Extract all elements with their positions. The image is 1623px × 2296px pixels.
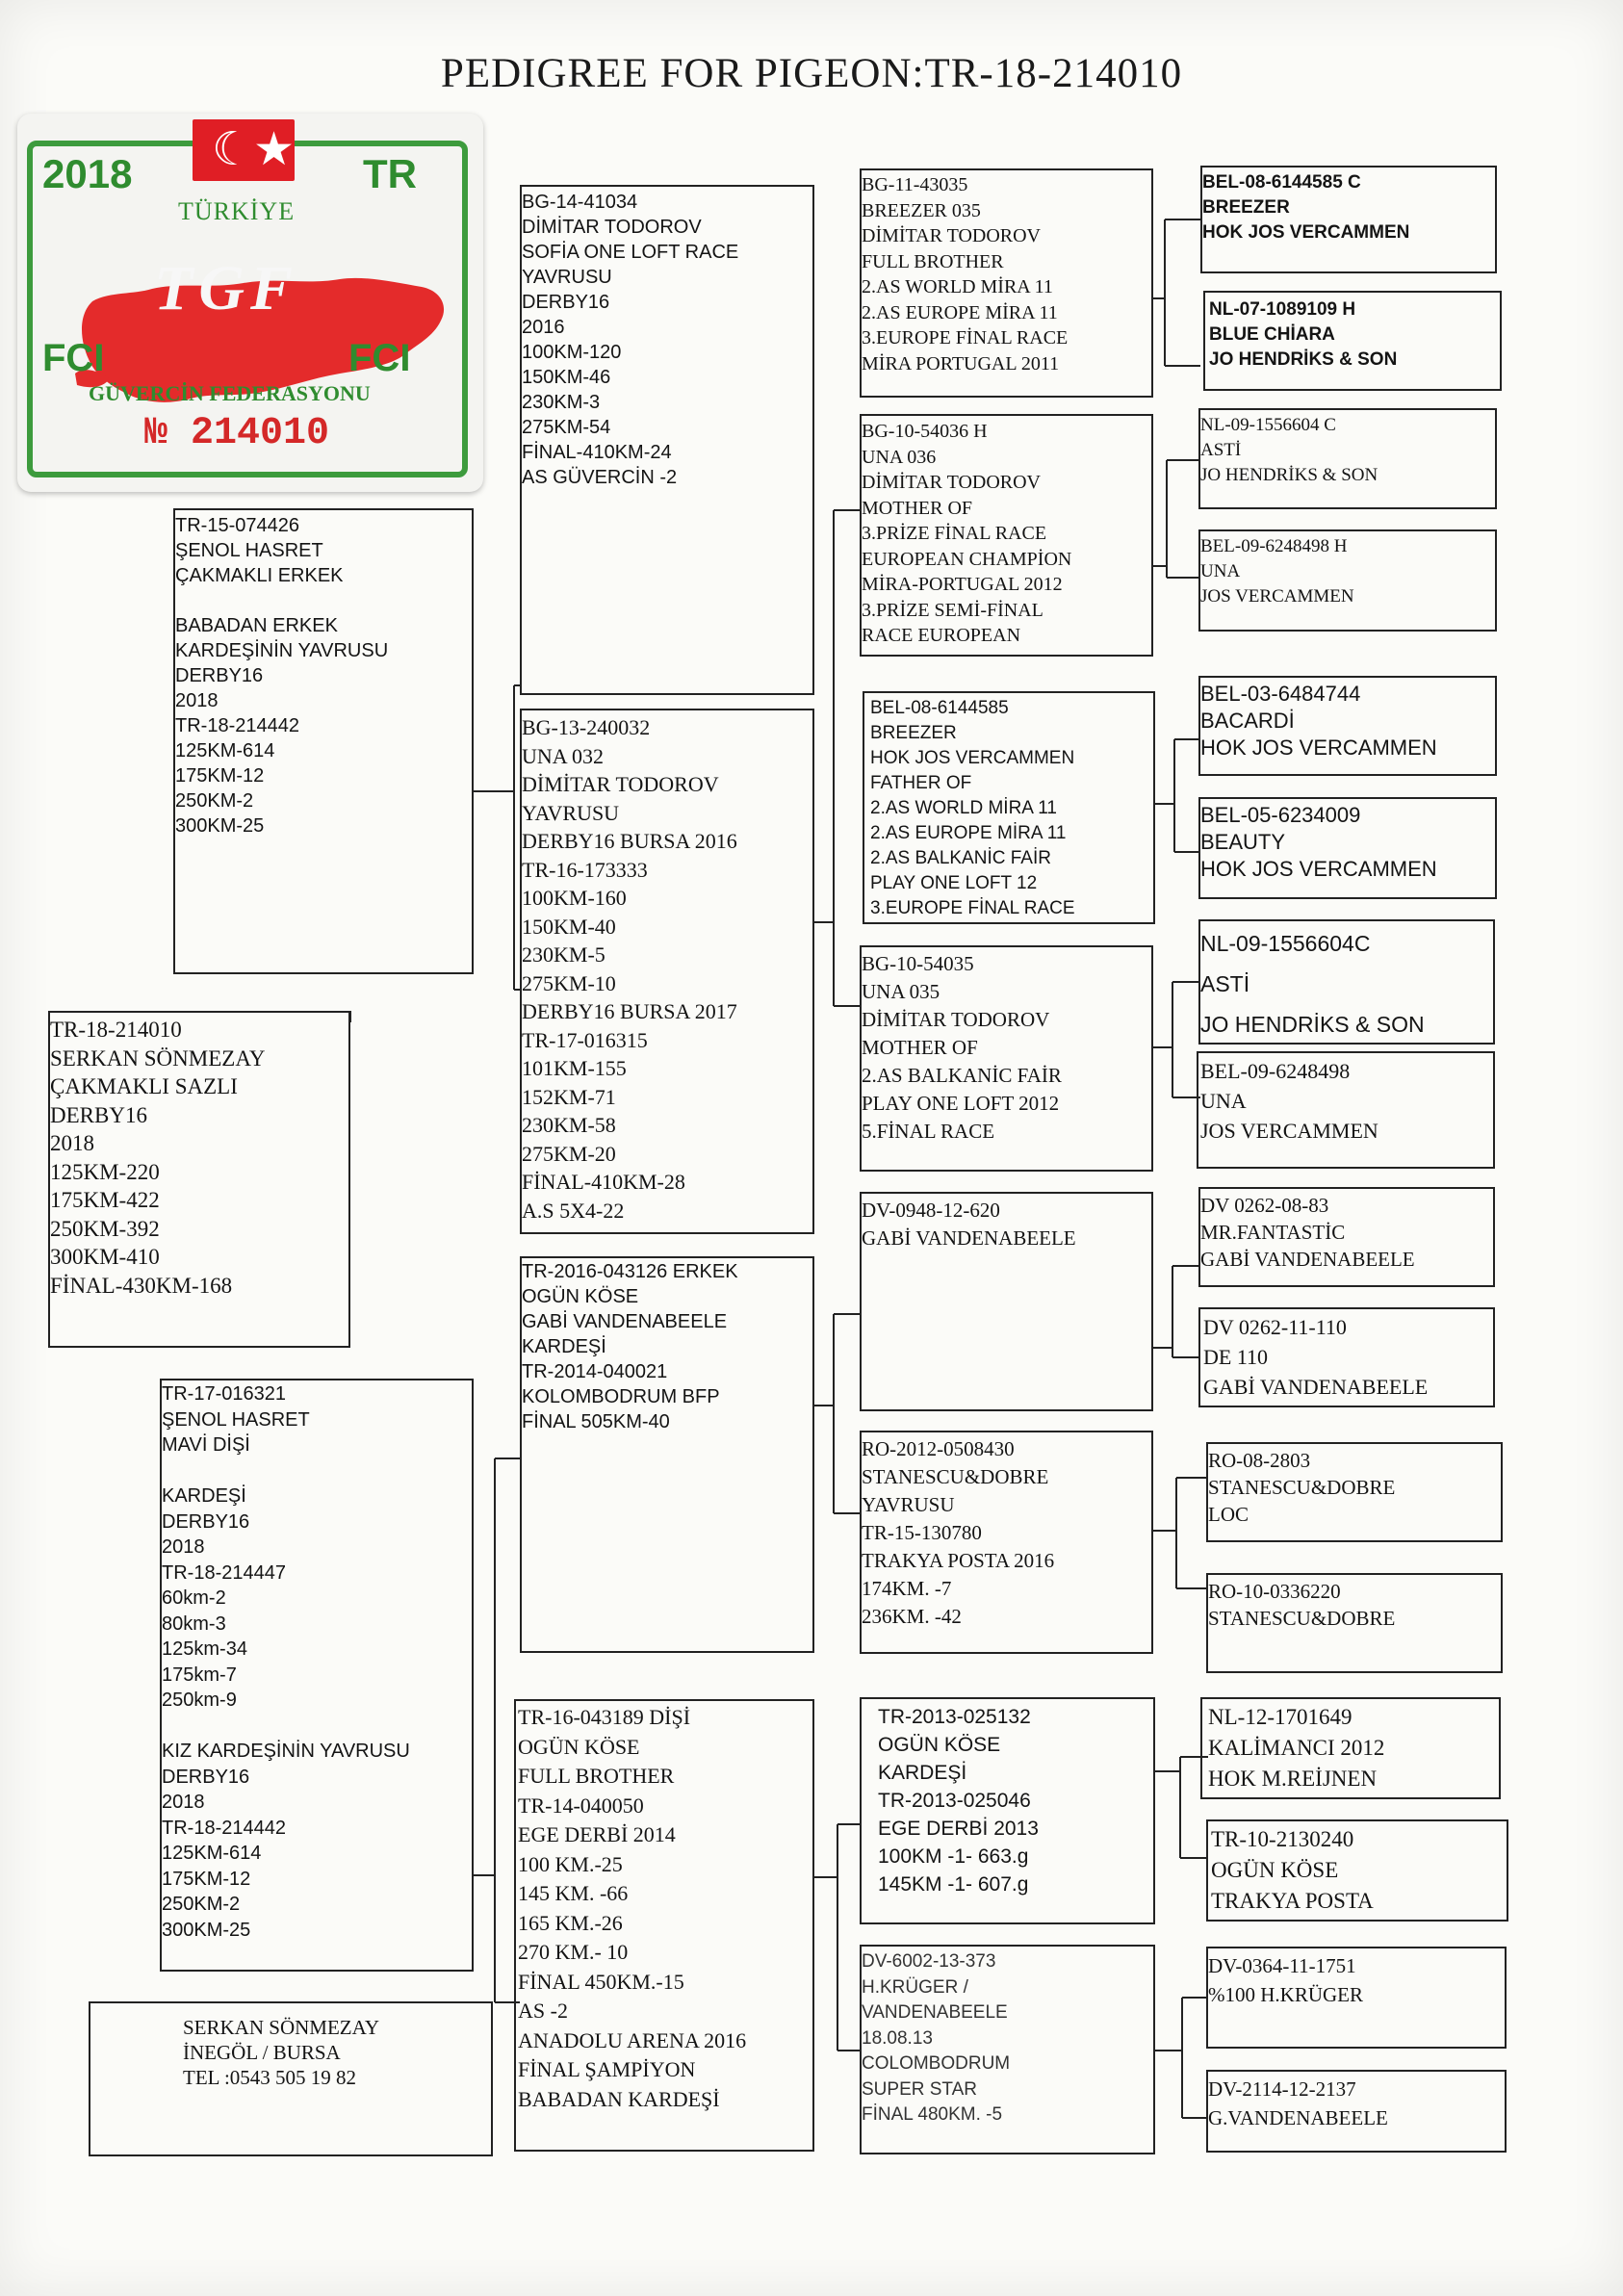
- pigeon-info-line: A.S 5X4-22: [522, 1198, 625, 1223]
- badge-year: 2018: [42, 151, 133, 196]
- pigeon-text-g14: [1209, 1821, 1374, 1917]
- pigeon-info-line: 275KM-20: [522, 1141, 616, 1166]
- pigeon-info-line: FİNAL-410KM-24: [522, 442, 672, 463]
- pigeon-text-owner: [181, 2012, 379, 2090]
- ring-number: BG-10-54036 H: [862, 421, 988, 442]
- ring-number: DV-2114-12-2137: [1208, 2077, 1356, 2101]
- badge-fci-right: FCI: [348, 337, 411, 379]
- pigeon-info-line: 145 KM. -66: [518, 1881, 629, 1905]
- pigeon-text-sire: [173, 510, 388, 838]
- pigeon-info-line: TR-2013-025046: [878, 1790, 1031, 1812]
- pigeon-info-line: HOK M.REİJNEN: [1208, 1767, 1378, 1791]
- pigeon-info-line: JOS VERCAMMEN: [1200, 1119, 1378, 1143]
- pigeon-text-ds: [520, 1256, 738, 1434]
- pigeon-info-line: HOK JOS VERCAMMEN: [1202, 222, 1410, 243]
- pigeon-info-line: ANADOLU ARENA 2016: [518, 2027, 747, 2052]
- pigeon-text-g7: [1198, 920, 1425, 1045]
- pigeon-info-line: DİMİTAR TODOROV: [862, 225, 1041, 246]
- pigeon-info-line: GABİ VANDENABEELE: [522, 1311, 728, 1332]
- pigeon-info-line: ASTİ: [1200, 440, 1242, 460]
- pigeon-info-line: 3.EUROPE FİNAL RACE: [862, 327, 1069, 348]
- pigeon-info-line: ŞENOL HASRET: [162, 1408, 310, 1431]
- pigeon-info-line: 230KM-58: [522, 1113, 616, 1137]
- pigeon-info-line: DİMİTAR TODOROV: [862, 1008, 1050, 1031]
- pigeon-text-g5: [1198, 678, 1437, 761]
- pigeon-text-dds: [876, 1700, 1039, 1898]
- pigeon-info-line: BREEZER: [870, 723, 957, 743]
- pigeon-text-ss: [520, 187, 738, 490]
- ring-number: BEL-05-6234009: [1200, 803, 1361, 827]
- pigeon-info-line: 100KM -1- 663.g: [878, 1845, 1029, 1868]
- ring-number: DV-6002-13-373: [862, 1951, 996, 1972]
- pigeon-text-dam: [160, 1379, 410, 1943]
- pigeon-text-g16: [1206, 2072, 1388, 2132]
- pigeon-info-line: DERBY16: [162, 1510, 250, 1533]
- ring-number: BG-10-54035: [862, 952, 974, 975]
- ring-number: NL-12-1701649: [1208, 1705, 1352, 1729]
- pigeon-info-line: YAVRUSU: [862, 1493, 955, 1516]
- pigeon-info-line: 175KM-12: [162, 1868, 251, 1890]
- pigeon-info-line: DİMİTAR TODOROV: [522, 772, 719, 796]
- page-title: PEDIGREE FOR PIGEON:TR-18-214010: [440, 51, 1183, 96]
- pigeon-info-line: TR-15-130780: [862, 1521, 982, 1544]
- pigeon-info-line: SERKAN SÖNMEZAY: [50, 1045, 266, 1071]
- pigeon-info-line: 150KM-40: [522, 914, 616, 939]
- pigeon-info-line: TR-18-214442: [175, 715, 299, 736]
- pigeon-info-line: UNA 036: [862, 446, 937, 468]
- pigeon-info-line: PLAY ONE LOFT 2012: [862, 1092, 1060, 1115]
- pigeon-info-line: ŞENOL HASRET: [175, 540, 323, 561]
- pigeon-info-line: 18.08.13: [862, 2027, 933, 2049]
- pigeon-info-line: 2.AS EUROPE MİRA 11: [870, 823, 1067, 843]
- pigeon-info-line: 101KM-155: [522, 1056, 627, 1080]
- pigeon-info-line: YAVRUSU: [522, 800, 620, 825]
- pigeon-info-line: 2016: [522, 317, 565, 338]
- pigeon-info-line: 2018: [175, 690, 219, 711]
- pigeon-info-line: 2.AS BALKANİC FAİR: [862, 1064, 1062, 1087]
- pigeon-info-line: TR-2014-040021: [522, 1361, 668, 1382]
- pigeon-text-g3: [1198, 410, 1378, 488]
- pigeon-info-line: KOLOMBODRUM BFP: [522, 1386, 720, 1407]
- pigeon-info-line: TR-16-173333: [522, 857, 648, 882]
- pigeon-text-g2: [1207, 295, 1397, 373]
- pigeon-info-line: DERBY16: [50, 1102, 147, 1127]
- pigeon-info-line: 250KM-2: [175, 790, 254, 812]
- pigeon-info-line: HOK JOS VERCAMMEN: [1200, 735, 1437, 760]
- pigeon-info-line: OGÜN KÖSE: [522, 1286, 639, 1307]
- ring-number: TR-18-214010: [50, 1018, 182, 1042]
- pigeon-info-line: PLAY ONE LOFT 12: [870, 873, 1038, 893]
- ring-number: DV-0364-11-1751: [1208, 1954, 1356, 1977]
- pigeon-info-line: STANESCU&DOBRE: [1208, 1476, 1396, 1499]
- pigeon-info-line: 165 KM.-26: [518, 1910, 623, 1935]
- pigeon-info-line: 270 KM.- 10: [518, 1940, 629, 1964]
- pigeon-text-g12: [1206, 1575, 1395, 1632]
- pigeon-info-line: 2018: [50, 1131, 94, 1155]
- ring-number: TR-10-2130240: [1211, 1827, 1354, 1851]
- pigeon-info-line: KARDEŞİ: [522, 1336, 606, 1357]
- ring-number: BEL-08-6144585: [870, 698, 1009, 718]
- ring-number: RO-10-0336220: [1208, 1580, 1341, 1603]
- ring-number: TR-16-043189 DİŞİ: [518, 1705, 691, 1729]
- pigeon-info-line: [162, 1714, 410, 1740]
- pigeon-info-line: BACARDİ: [1200, 709, 1295, 733]
- pigeon-info-line: ASTİ: [1200, 971, 1250, 996]
- pigeon-info-line: 175KM-12: [175, 765, 265, 787]
- ring-number: DV-0948-12-620: [862, 1199, 1000, 1222]
- pigeon-info-line: 2.AS BALKANİC FAİR: [870, 848, 1051, 868]
- badge-country: TÜRKİYE: [178, 197, 296, 225]
- pigeon-info-line: ÇAKMAKLI ERKEK: [175, 565, 344, 586]
- ring-number: RO-2012-0508430: [862, 1437, 1015, 1460]
- ring-number: TR-2016-043126 ERKEK: [522, 1261, 738, 1282]
- pigeon-info-line: 250KM-392: [50, 1216, 160, 1241]
- pigeon-text-dd: [516, 1700, 746, 2114]
- ring-number: TR-2013-025132: [878, 1706, 1031, 1728]
- pigeon-info-line: 100KM-160: [522, 886, 627, 910]
- pigeon-text-sss: [860, 169, 1068, 376]
- ring-number: DV 0262-11-110: [1203, 1315, 1347, 1339]
- badge-federation: GÜVERCİN FEDERASYONU: [89, 381, 371, 405]
- pigeon-info-line: FİNAL 480KM. -5: [862, 2104, 1003, 2125]
- ring-number: RO-08-2803: [1208, 1449, 1311, 1472]
- pigeon-info-line: 2018: [162, 1792, 205, 1813]
- pigeon-info-line: ÇAKMAKLI SAZLI: [50, 1074, 238, 1098]
- pigeon-info-line: UNA 035: [862, 980, 940, 1003]
- pigeon-info-line: 2.AS WORLD MİRA 11: [870, 798, 1057, 818]
- pigeon-info-line: 60km-2: [162, 1587, 226, 1609]
- pigeon-info-line: FULL BROTHER: [518, 1764, 675, 1788]
- pigeon-info-line: 5.FİNAL RACE: [862, 1120, 995, 1143]
- pigeon-info-line: RACE EUROPEAN: [862, 625, 1021, 646]
- pigeon-info-line: GABİ VANDENABEELE: [862, 1226, 1076, 1250]
- pigeon-info-line: 175km-7: [162, 1664, 237, 1686]
- pigeon-info-line: 2.AS WORLD MİRA 11: [862, 276, 1053, 297]
- pigeon-info-line: KIZ KARDEŞİNİN YAVRUSU: [162, 1741, 410, 1762]
- pigeon-info-line: TR-18-214442: [162, 1817, 286, 1839]
- pigeon-info-line: DERBY16 BURSA 2017: [522, 999, 737, 1023]
- pigeon-text-ddd: [860, 1947, 1010, 2128]
- pigeon-info-line: AS -2: [518, 1999, 568, 2023]
- pigeon-info-line: KALİMANCI 2012: [1208, 1736, 1385, 1760]
- pigeon-info-line: 152KM-71: [522, 1084, 616, 1109]
- pigeon-info-line: HOK JOS VERCAMMEN: [870, 748, 1075, 768]
- pigeon-info-line: TR-18-214447: [162, 1561, 286, 1584]
- ring-number: BG-11-43035: [862, 174, 968, 195]
- pigeon-info-line: KARDEŞİ: [162, 1485, 246, 1507]
- pigeon-info-line: BABADAN KARDEŞİ: [518, 2086, 720, 2111]
- pigeon-info-line: MİRA-PORTUGAL 2012: [862, 574, 1063, 595]
- pigeon-info-line: OGÜN KÖSE: [878, 1734, 1001, 1756]
- pigeon-info-line: 230KM-3: [522, 392, 601, 413]
- badge-fci-left: FCI: [42, 337, 105, 379]
- pigeon-text-g1: [1200, 168, 1409, 245]
- pigeon-info-line: 3.PRİZE FİNAL RACE: [862, 523, 1047, 544]
- pigeon-info-line: STANESCU&DOBRE: [1208, 1607, 1396, 1630]
- pigeon-info-line: FİNAL 505KM-40: [522, 1411, 670, 1432]
- pigeon-info-line: DERBY16: [522, 292, 610, 313]
- pigeon-info-line: DE 110: [1203, 1345, 1269, 1369]
- pigeon-info-line: DERBY16 BURSA 2016: [522, 829, 737, 853]
- pigeon-info-line: 230KM-5: [522, 942, 605, 967]
- pigeon-info-line: GABİ VANDENABEELE: [1200, 1248, 1415, 1271]
- pigeon-info-line: YAVRUSU: [522, 267, 612, 288]
- pigeon-info-line: 275KM-10: [522, 970, 616, 995]
- pigeon-info-line: FİNAL-430KM-168: [50, 1273, 233, 1298]
- pigeon-info-line: 2018: [162, 1536, 205, 1558]
- pigeon-info-line: BREEZER 035: [862, 199, 981, 221]
- pigeon-text-main: [48, 1013, 265, 1300]
- pigeon-info-line: 150KM-46: [522, 367, 611, 388]
- pigeon-text-g4: [1198, 531, 1354, 609]
- pigeon-info-line: VANDENABEELE: [862, 2002, 1008, 2023]
- ring-number: DV 0262-08-83: [1200, 1194, 1329, 1217]
- pigeon-info-line: UNA: [1200, 561, 1241, 581]
- pigeon-info-line: MOTHER OF: [862, 497, 973, 519]
- pigeon-info-line: FİNAL 450KM.-15: [518, 1969, 684, 1994]
- pigeon-text-ssd: [860, 416, 1071, 649]
- ring-number: BEL-09-6248498: [1200, 1059, 1351, 1083]
- pigeon-info-line: 300KM-410: [50, 1245, 160, 1269]
- pigeon-info-line: 250KM-2: [162, 1894, 241, 1915]
- pigeon-info-line: FİNAL-410KM-28: [522, 1170, 685, 1194]
- pigeon-info-line: 3.PRİZE SEMİ-FİNAL: [862, 599, 1043, 621]
- ring-number: NL-09-1556604C: [1200, 931, 1371, 956]
- pigeon-info-line: SUPER STAR: [862, 2078, 978, 2100]
- badge-country-code: TR: [363, 151, 417, 196]
- pigeon-info-line: [162, 1458, 410, 1484]
- pigeon-info-line: FATHER OF: [870, 773, 972, 793]
- pigeon-text-g9: [1198, 1189, 1415, 1273]
- pigeon-info-line: FULL BROTHER: [862, 250, 1004, 272]
- badge-number: № 214010: [144, 412, 330, 455]
- pigeon-info-line: UNA: [1200, 1089, 1247, 1113]
- pigeon-info-line: 174KM. -7: [862, 1577, 952, 1600]
- pigeon-info-line: MAVİ DİŞİ: [162, 1434, 250, 1456]
- pigeon-text-g13: [1206, 1699, 1384, 1794]
- ring-number: TR-17-016321: [162, 1383, 286, 1405]
- pigeon-info-line: JOS VERCAMMEN: [1200, 586, 1354, 606]
- pigeon-text-dsd: [860, 1432, 1054, 1631]
- pigeon-info-line: 80km-3: [162, 1612, 226, 1635]
- pigeon-info-line: 3.EUROPE FİNAL RACE: [870, 898, 1075, 918]
- pigeon-info-line: 300KM-25: [175, 815, 265, 837]
- pigeon-info-line: DERBY16: [162, 1766, 250, 1788]
- ring-number: NL-07-1089109 H: [1209, 299, 1356, 320]
- pigeon-info-line: JO HENDRİKS & SON: [1200, 465, 1378, 485]
- pigeon-info-line: 125km-34: [162, 1638, 247, 1660]
- pigeon-info-line: EUROPEAN CHAMPİON: [862, 548, 1072, 570]
- pigeon-text-g8: [1198, 1053, 1378, 1146]
- pigeon-info-line: %100 H.KRÜGER: [1208, 1983, 1363, 2006]
- pigeon-info-line: COLOMBODRUM: [862, 2053, 1011, 2074]
- pigeon-info-line: GABİ VANDENABEELE: [1203, 1375, 1429, 1399]
- pigeon-text-sdd: [860, 947, 1062, 1146]
- pigeon-info-line: BABADAN ERKEK: [175, 615, 338, 636]
- pigeon-info-line: 125KM-614: [162, 1843, 262, 1864]
- pigeon-text-sd: [520, 710, 737, 1225]
- pigeon-info-line: OGÜN KÖSE: [1211, 1858, 1339, 1882]
- pigeon-info-line: LOC: [1208, 1503, 1249, 1526]
- pigeon-info-line: EGE DERBİ 2014: [518, 1822, 676, 1846]
- pigeon-info-line: İNEGÖL / BURSA: [183, 2041, 341, 2064]
- pigeon-info-line: MOTHER OF: [862, 1036, 978, 1059]
- pigeon-info-line: MR.FANTASTİC: [1200, 1221, 1346, 1244]
- ring-number: NL-09-1556604 C: [1200, 415, 1336, 435]
- pigeon-info-line: TRAKYA POSTA: [1211, 1889, 1374, 1913]
- pigeon-info-line: 100 KM.-25: [518, 1851, 623, 1876]
- pigeon-info-line: OGÜN KÖSE: [518, 1734, 640, 1759]
- pigeon-info-line: DİMİTAR TODOROV: [522, 217, 702, 238]
- ring-number: BG-13-240032: [522, 715, 651, 739]
- ring-number: BEL-03-6484744: [1200, 682, 1361, 706]
- pigeon-info-line: 236KM. -42: [862, 1605, 962, 1628]
- pigeon-text-g10: [1201, 1309, 1428, 1402]
- pigeon-info-line: SOFİA ONE LOFT RACE: [522, 242, 739, 263]
- pigeon-info-line: 125KM-220: [50, 1159, 160, 1184]
- pigeon-info-line: 2.AS EUROPE MİRA 11: [862, 301, 1058, 323]
- pigeon-info-line: TRAKYA POSTA 2016: [862, 1549, 1055, 1572]
- pigeon-text-g11: [1206, 1444, 1395, 1528]
- pigeon-info-line: TR-17-016315: [522, 1027, 648, 1052]
- pigeon-info-line: MİRA PORTUGAL 2011: [862, 352, 1060, 374]
- pigeon-info-line: 275KM-54: [522, 417, 611, 438]
- pigeon-info-line: [175, 588, 388, 613]
- pigeon-text-dss: [860, 1194, 1076, 1252]
- pigeon-text-sds: [868, 693, 1075, 921]
- ring-number: SERKAN SÖNMEZAY: [183, 2016, 380, 2039]
- crescent-star-icon: ☾★: [212, 124, 296, 175]
- pigeon-info-line: TR-14-040050: [518, 1793, 644, 1818]
- ring-number: BEL-09-6248498 H: [1200, 536, 1348, 556]
- pigeon-info-line: 300KM-25: [162, 1919, 251, 1941]
- pigeon-info-line: JO HENDRİKS & SON: [1200, 1012, 1425, 1037]
- pigeon-text-g15: [1206, 1948, 1363, 2009]
- pigeon-info-line: TEL :0543 505 19 82: [183, 2066, 357, 2089]
- pigeon-info-line: DİMİTAR TODOROV: [862, 472, 1041, 493]
- pigeon-info-line: 250km-9: [162, 1690, 237, 1711]
- pigeon-info-line: 145KM -1- 607.g: [878, 1873, 1029, 1896]
- pigeon-info-line: EGE DERBİ 2013: [878, 1818, 1039, 1840]
- pigeon-info-line: FİNAL ŞAMPİYON: [518, 2057, 696, 2081]
- pigeon-info-line: HOK JOS VERCAMMEN: [1200, 857, 1437, 881]
- pigeon-info-line: BEAUTY: [1200, 830, 1286, 854]
- pigeon-text-g6: [1198, 799, 1437, 883]
- badge-org: TGF: [154, 253, 298, 323]
- pigeon-info-line: KARDEŞİNİN YAVRUSU: [175, 640, 389, 661]
- pigeon-info-line: UNA 032: [522, 743, 604, 768]
- pigeon-info-line: 125KM-614: [175, 740, 275, 761]
- pigeon-info-line: DERBY16: [175, 665, 264, 686]
- ring-number: TR-15-074426: [175, 515, 299, 536]
- ring-number: BG-14-41034: [522, 192, 638, 213]
- ring-number: BEL-08-6144585 C: [1202, 172, 1361, 193]
- pigeon-info-line: BLUE CHİARA: [1209, 324, 1335, 345]
- pigeon-info-line: JO HENDRİKS & SON: [1209, 349, 1398, 370]
- pigeon-info-line: 175KM-422: [50, 1188, 160, 1212]
- pigeon-info-line: 100KM-120: [522, 342, 622, 363]
- pigeon-info-line: BREEZER: [1202, 197, 1290, 218]
- pigeon-info-line: AS GÜVERCİN -2: [522, 467, 678, 488]
- pigeon-info-line: KARDEŞİ: [878, 1762, 967, 1784]
- pigeon-info-line: STANESCU&DOBRE: [862, 1465, 1049, 1488]
- pigeon-info-line: G.VANDENABEELE: [1208, 2106, 1388, 2129]
- pigeon-info-line: H.KRÜGER /: [862, 1976, 968, 1998]
